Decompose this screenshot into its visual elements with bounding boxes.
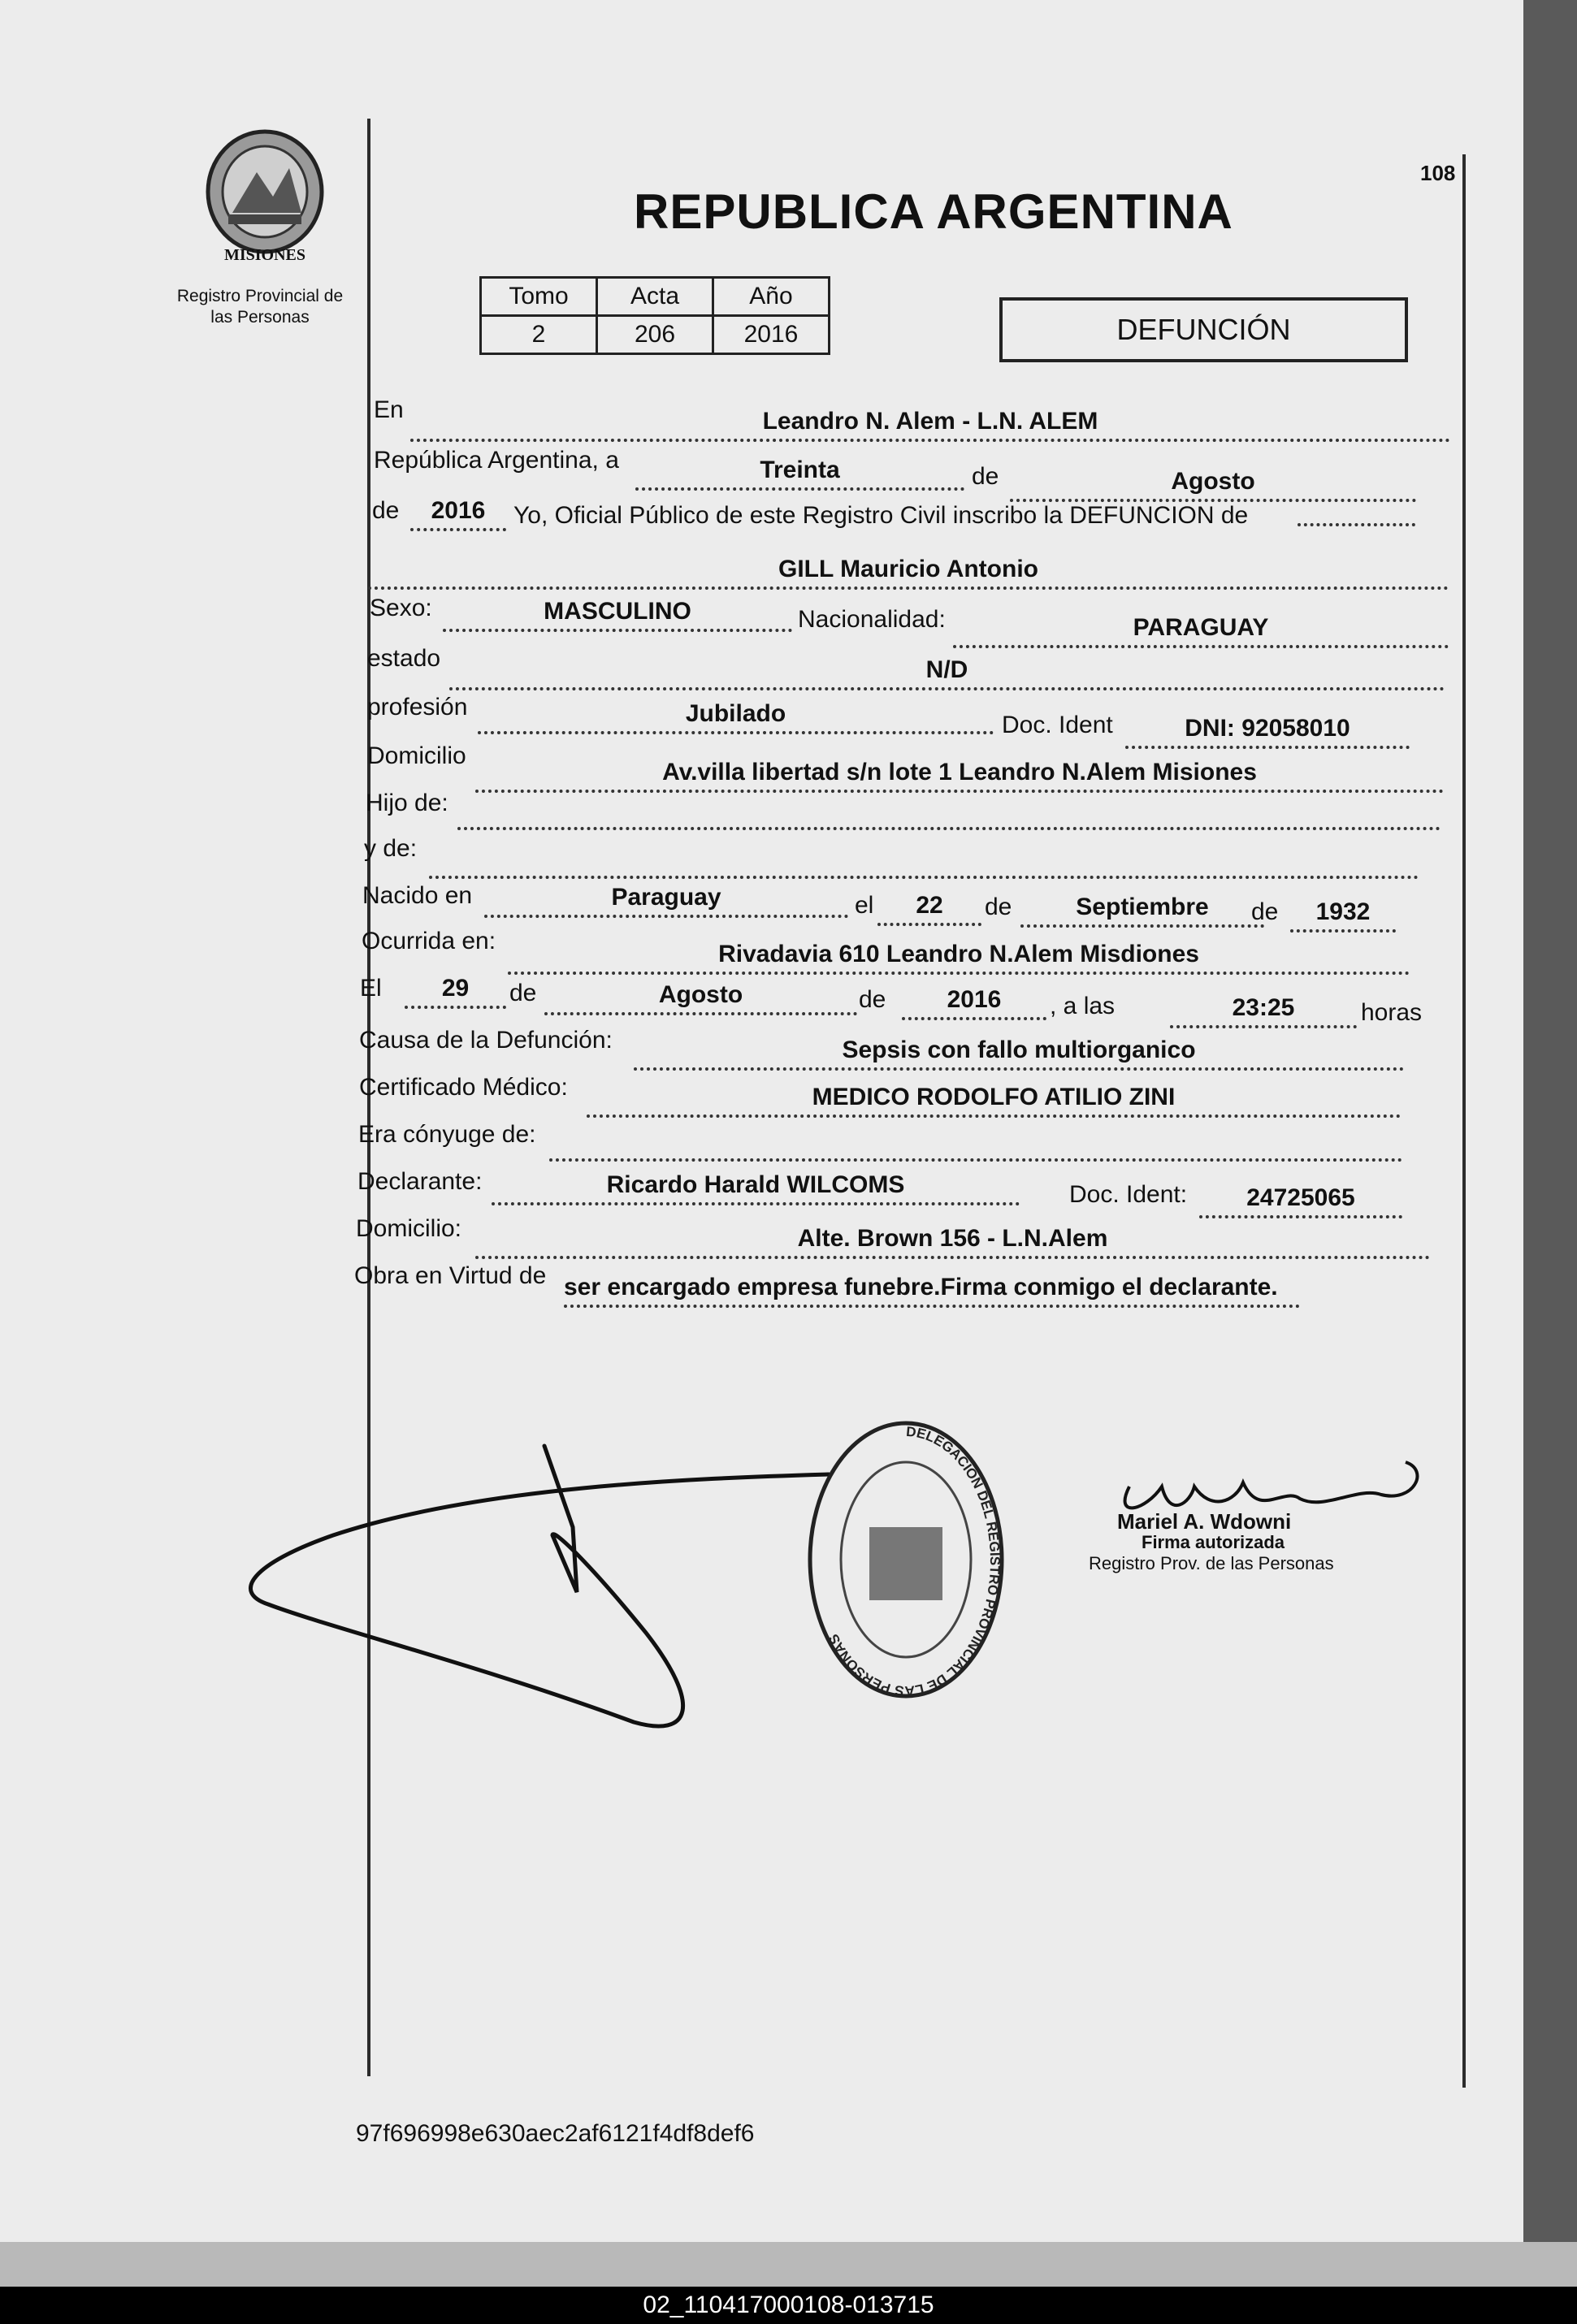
de-label-4: de bbox=[1251, 898, 1279, 925]
hijo-label: Hijo de: bbox=[366, 790, 448, 816]
domicilio-2-value: Alte. Brown 156 - L.N.Alem bbox=[475, 1225, 1430, 1259]
ocurrida-value: Rivadavia 610 Leandro N.Alem Misdiones bbox=[508, 941, 1410, 975]
def-dia: 29 bbox=[405, 975, 506, 1009]
record-table-value-row bbox=[481, 316, 830, 354]
def-mes: Agosto bbox=[544, 981, 857, 1015]
declarante-value: Ricardo Harald WILCOMS bbox=[492, 1171, 1020, 1205]
seal-text: DELEGACION DEL REGISTRO PROVINCIAL DE LAS PERSONAS bbox=[825, 1423, 1003, 1699]
signer-name: Mariel A. Wdowni bbox=[1117, 1509, 1292, 1534]
nacionalidad-label: Nacionalidad: bbox=[798, 606, 946, 633]
republica-label: República Argentina, a bbox=[374, 447, 619, 474]
ocurrida-label: Ocurrida en: bbox=[362, 928, 496, 954]
doc-ident-2-label: Doc. Ident: bbox=[1069, 1181, 1188, 1208]
causa-value: Sepsis con fallo multiorganico bbox=[634, 1036, 1404, 1071]
alas-label: , a las bbox=[1050, 993, 1116, 1019]
yde-label: y de: bbox=[364, 835, 418, 862]
signer-role: Firma autorizada bbox=[1142, 1532, 1285, 1552]
de-label-2: de bbox=[372, 497, 400, 524]
record-value-anio: 2016 bbox=[713, 316, 830, 354]
province-emblem bbox=[200, 123, 330, 268]
signer-org: Registro Prov. de las Personas bbox=[1089, 1553, 1334, 1573]
page-title: REPUBLICA ARGENTINA bbox=[634, 184, 1233, 239]
profesion-label: profesión bbox=[367, 694, 468, 721]
deceased-name: GILL Mauricio Antonio bbox=[368, 556, 1449, 590]
horas-label: horas bbox=[1361, 999, 1423, 1026]
anio-value: 2016 bbox=[410, 497, 506, 531]
doc-ident-label: Doc. Ident bbox=[1002, 712, 1113, 738]
estado-label: estado bbox=[367, 645, 441, 672]
obra-label: Obra en Virtud de bbox=[354, 1262, 547, 1289]
inscription-text: Yo, Oficial Público de este Registro Civil inscribo la DEFUNCION de bbox=[513, 502, 1249, 529]
sexo-label: Sexo: bbox=[370, 595, 432, 621]
record-table bbox=[479, 276, 830, 355]
dia-value: Treinta bbox=[635, 457, 964, 491]
obra-value: ser encargado empresa funebre.Firma conmigo el declarante. bbox=[564, 1274, 1300, 1308]
registry-line-2: las Personas bbox=[210, 308, 310, 327]
page-number: 108 bbox=[1420, 161, 1456, 185]
declarante-label: Declarante: bbox=[357, 1168, 483, 1195]
de-label-6: de bbox=[859, 986, 886, 1013]
domicilio-label: Domicilio bbox=[367, 742, 466, 769]
mes-value: Agosto bbox=[1010, 468, 1416, 502]
doc-ident-value: DNI: 92058010 bbox=[1125, 715, 1410, 749]
record-type-box: DEFUNCIÓN bbox=[999, 297, 1408, 362]
certificado-value: MEDICO RODOLFO ATILIO ZINI bbox=[587, 1084, 1401, 1118]
en-label: En bbox=[374, 396, 404, 423]
record-value-acta: 206 bbox=[597, 316, 713, 354]
sexo-value: MASCULINO bbox=[443, 598, 792, 632]
record-value-tomo: 2 bbox=[481, 316, 597, 354]
image-caption: 02_110417000108-013715 bbox=[0, 2287, 1577, 2324]
nac-mes: Septiembre bbox=[1020, 894, 1264, 928]
def-hora: 23:25 bbox=[1170, 994, 1357, 1028]
document-hash: 97f696998e630aec2af6121f4df8def6 bbox=[356, 2120, 755, 2147]
record-header-anio: Año bbox=[713, 278, 830, 316]
el2-label: El bbox=[360, 975, 382, 1002]
en-value: Leandro N. Alem - L.N. ALEM bbox=[410, 408, 1450, 442]
background-band bbox=[0, 2242, 1577, 2287]
de-label-5: de bbox=[509, 980, 537, 1006]
hijo-value bbox=[457, 796, 1441, 830]
record-header-acta: Acta bbox=[597, 278, 713, 316]
nacido-label: Nacido en bbox=[362, 882, 473, 909]
conyuge-value bbox=[549, 1127, 1402, 1162]
record-table-header-row bbox=[481, 278, 830, 316]
domicilio-2-label: Domicilio: bbox=[356, 1215, 462, 1242]
de-label-1: de bbox=[972, 463, 999, 490]
doc-ident-2-value: 24725065 bbox=[1199, 1184, 1402, 1218]
domicilio-value: Av.villa libertad s/n lote 1 Leandro N.Alem Misiones bbox=[475, 759, 1444, 793]
estado-value: N/D bbox=[449, 656, 1445, 690]
registry-name bbox=[162, 286, 357, 328]
conyuge-label: Era cónyuge de: bbox=[358, 1121, 536, 1148]
def-anio: 2016 bbox=[902, 986, 1046, 1020]
profesion-value: Jubilado bbox=[478, 700, 994, 734]
signer-block bbox=[1089, 1511, 1334, 1574]
inscription-line-end bbox=[1298, 520, 1415, 526]
right-margin-line bbox=[1462, 154, 1466, 2088]
yde-value bbox=[429, 845, 1419, 879]
nacionalidad-value: PARAGUAY bbox=[953, 614, 1449, 648]
emblem-text: MISIONES bbox=[223, 246, 306, 264]
certificado-label: Certificado Médico: bbox=[359, 1074, 568, 1101]
page-edge-shadow bbox=[1523, 0, 1577, 2266]
declarant-signature bbox=[236, 1438, 853, 1738]
official-seal bbox=[800, 1413, 1012, 1706]
nac-anio: 1932 bbox=[1290, 898, 1396, 933]
nacido-value: Paraguay bbox=[484, 884, 848, 918]
nac-dia: 22 bbox=[877, 892, 981, 926]
record-header-tomo: Tomo bbox=[481, 278, 597, 316]
registry-line-1: Registro Provincial de bbox=[176, 287, 344, 305]
causa-label: Causa de la Defunción: bbox=[359, 1027, 613, 1054]
el-label: el bbox=[855, 892, 874, 919]
de-label-3: de bbox=[985, 894, 1012, 920]
